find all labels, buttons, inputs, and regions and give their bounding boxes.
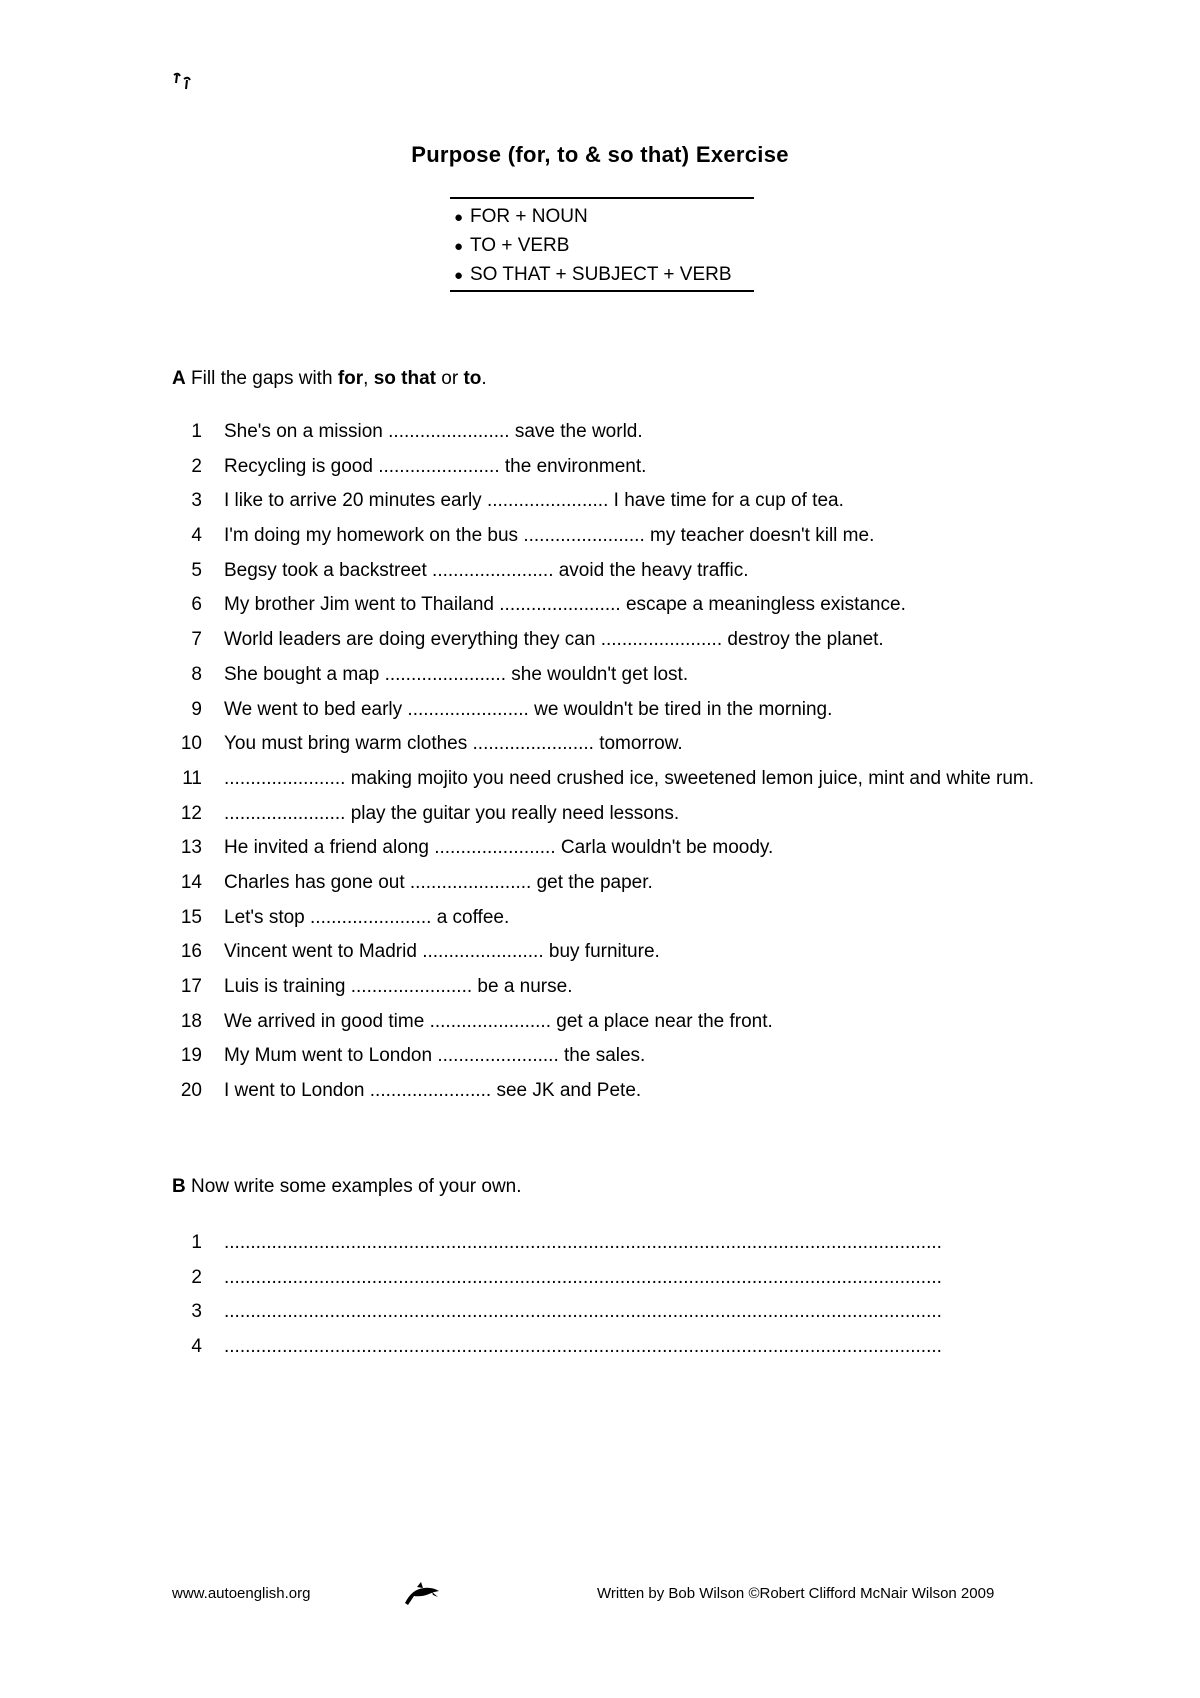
item-sentence: We went to bed early ....................... we wouldn't be tired in the morning. — [224, 698, 833, 720]
item-number: 2 — [191, 455, 202, 477]
item-sentence: Vincent went to Madrid ....................... buy furniture. — [224, 941, 660, 963]
punctuation: , — [363, 368, 369, 389]
item-sentence: Begsy took a backstreet ....................... avoid the heavy traffic. — [224, 559, 749, 581]
item-sentence: I'm doing my homework on the bus ....................... my teacher doesn't kill me. — [224, 525, 875, 547]
exercise-item — [172, 1295, 942, 1330]
item-number: 1 — [191, 421, 202, 442]
keyword: so that — [373, 368, 436, 389]
item-number: 7 — [191, 629, 202, 651]
section-a-heading — [172, 368, 487, 390]
section-letter: A — [172, 368, 186, 389]
item-sentence: You must bring warm clothes ....................... tomorrow. — [224, 733, 683, 755]
footer-url: www.autoenglish.org — [172, 1585, 311, 1602]
item-sentence: ....................... play the guitar you really need lessons. — [224, 802, 680, 824]
exercise-item — [172, 623, 1034, 658]
exercise-item — [172, 797, 1034, 832]
exercise-b-list — [172, 1226, 942, 1365]
exercise-item — [172, 693, 1034, 728]
rule-text: TO + VERB — [470, 235, 570, 256]
item-number: 13 — [180, 837, 202, 859]
item-sentence: ........................................................................................................................................ — [224, 1232, 942, 1253]
rule-text: SO THAT + SUBJECT + VERB — [470, 264, 732, 285]
item-number: 9 — [191, 698, 202, 720]
item-number: 17 — [180, 976, 202, 997]
item-sentence: I like to arrive 20 minutes early ....................... I have time for a cup of tea. — [224, 490, 844, 512]
grammar-rule — [450, 260, 754, 289]
bullet-icon: ● — [454, 267, 464, 284]
item-number: 4 — [191, 525, 202, 547]
grammar-rule — [450, 202, 754, 231]
item-sentence: Luis is training ....................... be a nurse. — [224, 976, 573, 997]
item-sentence: Charles has gone out ....................... get the paper. — [224, 871, 653, 893]
item-sentence: He invited a friend along ....................... Carla wouldn't be moody. — [224, 837, 774, 859]
item-sentence: She bought a map ....................... she wouldn't get lost. — [224, 663, 689, 685]
item-number: 6 — [191, 594, 202, 616]
item-sentence: ....................... making mojito you need crushed ice, sweetened lemon juice, mint and white rum. — [224, 767, 1034, 789]
punctuation: . — [481, 368, 487, 389]
footer-credit: Written by Bob Wilson ©Robert Clifford McNair Wilson 2009 — [597, 1585, 995, 1602]
exercise-item — [172, 831, 1034, 866]
item-sentence: My brother Jim went to Thailand ....................... escape a meaningless existance. — [224, 594, 906, 616]
section-letter: B — [172, 1176, 186, 1197]
exercise-item — [172, 415, 1034, 450]
bullet-icon: ● — [454, 209, 464, 226]
item-sentence: ........................................................................................................................................ — [224, 1336, 942, 1358]
exercise-item — [172, 1226, 942, 1261]
exercise-item — [172, 554, 1034, 589]
item-number: 20 — [180, 1080, 202, 1102]
item-sentence: We arrived in good time ....................... get a place near the front. — [224, 1010, 773, 1032]
item-number: 1 — [191, 1232, 202, 1253]
item-sentence: She's on a mission ....................... save the world. — [224, 421, 643, 442]
exercise-item — [172, 484, 1034, 519]
item-number: 4 — [191, 1336, 202, 1358]
item-number: 12 — [180, 802, 202, 824]
item-number: 16 — [180, 941, 202, 963]
item-number: 18 — [180, 1010, 202, 1032]
item-number: 3 — [191, 1301, 202, 1323]
item-sentence: Recycling is good ....................... the environment. — [224, 455, 647, 477]
dolphin-logo-icon — [402, 1581, 442, 1607]
exercise-item — [172, 935, 1034, 970]
page-title: Purpose (for, to & so that) Exercise — [411, 142, 789, 167]
exercise-item — [172, 1074, 1034, 1109]
exercise-item — [172, 970, 1034, 1005]
bullet-icon: ● — [454, 238, 464, 255]
item-sentence: Let's stop ....................... a coffee. — [224, 906, 510, 928]
item-sentence: ........................................................................................................................................ — [224, 1301, 942, 1323]
rule-text: FOR + NOUN — [470, 206, 588, 227]
item-number: 3 — [191, 490, 202, 512]
item-sentence: I went to London ....................... see JK and Pete. — [224, 1080, 642, 1102]
exercise-item — [172, 762, 1034, 797]
item-sentence: My Mum went to London ....................... the sales. — [224, 1045, 646, 1067]
exercise-item — [172, 450, 1034, 485]
grammar-rules-box — [450, 197, 754, 292]
exercise-item — [172, 866, 1034, 901]
exercise-item — [172, 1261, 942, 1296]
exercise-item — [172, 727, 1034, 762]
exercise-item — [172, 658, 1034, 693]
exercise-a-list — [172, 415, 1034, 1109]
item-number: 5 — [191, 559, 202, 581]
exercise-item — [172, 901, 1034, 936]
instruction-text: Fill the gaps with — [191, 368, 333, 389]
grammar-rule — [450, 231, 754, 260]
item-number: 2 — [191, 1266, 202, 1288]
exercise-item — [172, 1330, 942, 1365]
exercise-item — [172, 1005, 1034, 1040]
exercise-item — [172, 588, 1034, 623]
item-number: 8 — [191, 663, 202, 685]
item-number: 15 — [180, 906, 202, 928]
item-number: 14 — [180, 871, 202, 893]
keyword: to — [463, 368, 482, 389]
instruction-text: Now write some examples of your own. — [191, 1176, 522, 1197]
item-number: 11 — [182, 767, 202, 789]
exercise-item — [172, 519, 1034, 554]
item-number: 19 — [180, 1045, 202, 1067]
section-b-heading — [172, 1176, 522, 1198]
item-number: 10 — [180, 733, 202, 755]
item-sentence: ........................................................................................................................................ — [224, 1266, 942, 1288]
instruction-text: or — [441, 368, 459, 389]
keyword: for — [337, 368, 364, 389]
corner-mark-icon — [172, 70, 198, 92]
exercise-item — [172, 1039, 1034, 1074]
item-sentence: World leaders are doing everything they can ....................... destroy the planet. — [224, 629, 884, 651]
